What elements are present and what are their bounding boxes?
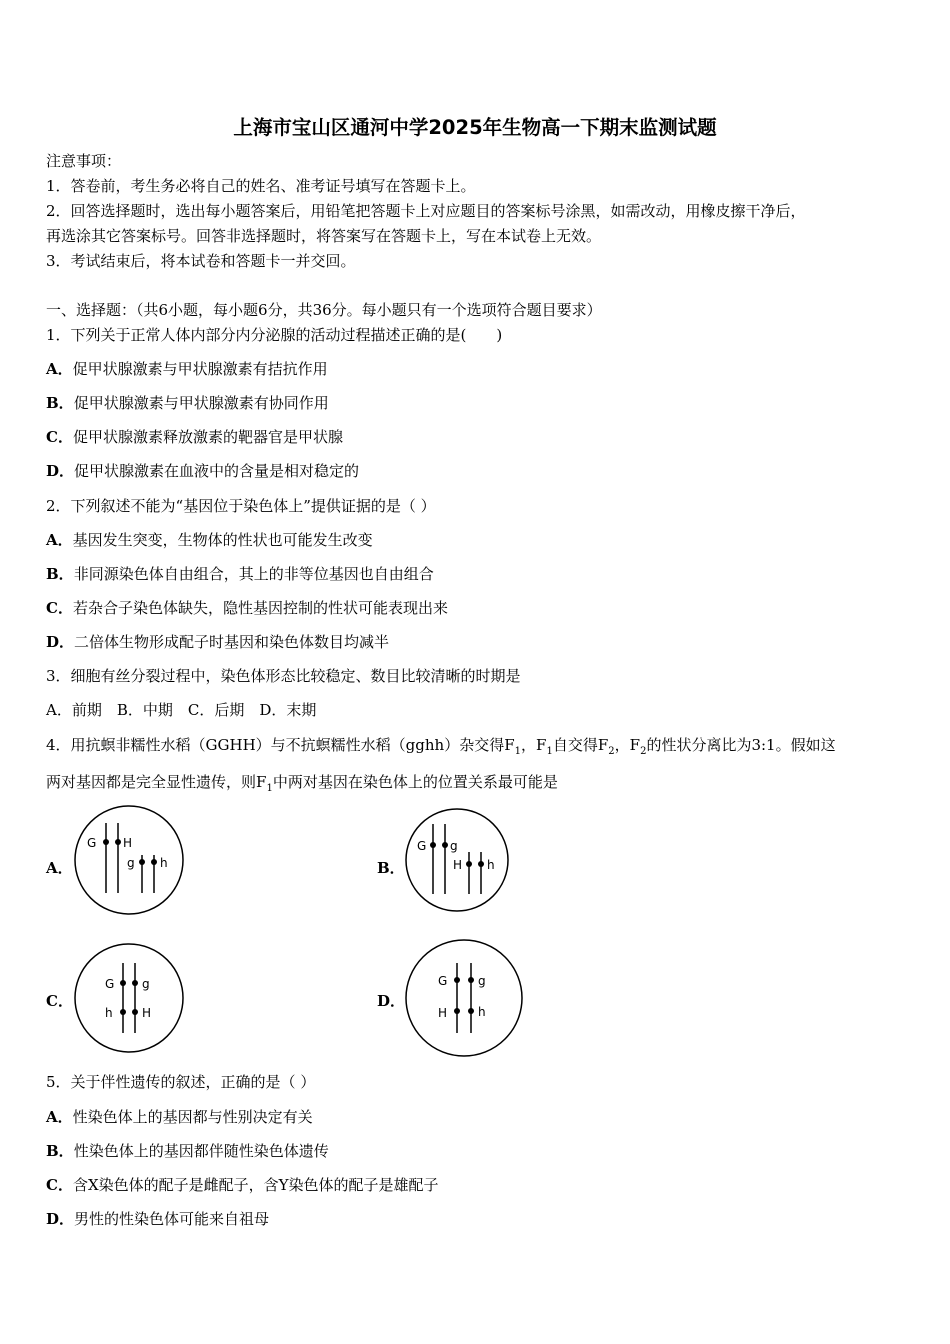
q1-option-d: D．促甲状腺激素在血液中的含量是相对稳定的 [46, 462, 360, 480]
gene-label: G [438, 974, 448, 988]
q4-option-a-label: A． [46, 859, 73, 877]
option-letter: B． [46, 565, 74, 583]
page-title: 上海市宝山区通河中学2025年生物高一下期末监测试题 [233, 116, 717, 139]
option-letter: A． [46, 1108, 73, 1126]
option-letter: A． [46, 531, 73, 549]
gene-label: G [417, 839, 427, 853]
gene-label: G [87, 836, 97, 850]
gene-label: H [123, 836, 133, 850]
notice-heading: 注意事项： [46, 152, 122, 170]
option-letter: D． [46, 462, 75, 480]
q3-options: A．前期 B．中期 C．后期 D．末期 [46, 701, 317, 719]
q2-option-c: C．若杂合子染色体缺失，隐性基因控制的性状可能表现出来 [46, 599, 448, 617]
q5-option-d: D．男性的性染色体可能来自祖母 [46, 1210, 270, 1228]
option-letter: B． [46, 394, 74, 412]
section-heading: 一、选择题：（共6小题，每小题6分，共36分。每小题只有一个选项符合题目要求） [46, 301, 602, 319]
gene-label: H [142, 1006, 152, 1020]
notice-item: 2．回答选择题时，选出每小题答案后，用铅笔把答题卡上对应题目的答案标号涂黑，如需改动，用橡皮擦干净后， [46, 202, 806, 220]
q4-option-c-label: C． [46, 992, 73, 1010]
gene-label: g [450, 839, 458, 853]
q5-option-b: B．性染色体上的基因都伴随性染色体遗传 [46, 1142, 329, 1160]
q2-option-d: D．二倍体生物形成配子时基因和染色体数目均减半 [46, 633, 390, 651]
notice-item: 3．考试结束后，将本试卷和答题卡一并交回。 [46, 252, 356, 270]
gene-label: G [105, 977, 115, 991]
gene-label: g [142, 977, 150, 991]
q5-option-a: A．性染色体上的基因都与性别决定有关 [46, 1108, 313, 1126]
gene-label: h [160, 856, 168, 870]
gene-label: g [478, 974, 486, 988]
q1-stem: 1．下列关于正常人体内部分内分泌腺的活动过程描述正确的是( ) [46, 326, 503, 344]
q2-option-a: A．基因发生突变，生物体的性状也可能发生改变 [46, 531, 373, 549]
q1-option-a: A．促甲状腺激素与甲状腺激素有拮抗作用 [46, 360, 328, 378]
notice-item: 再选涂其它答案标号。回答非选择题时，将答案写在答题卡上，写在本试卷上无效。 [46, 227, 602, 245]
option-letter: C． [46, 599, 73, 617]
q4-option-b-label: B． [377, 859, 405, 877]
gene-label: h [105, 1006, 113, 1020]
q2-option-b: B．非同源染色体自由组合，其上的非等位基因也自由组合 [46, 565, 434, 583]
q3-stem: 3．细胞有丝分裂过程中，染色体形态比较稳定、数目比较清晰的时期是 [46, 667, 521, 685]
q4-option-d-label: D． [377, 992, 406, 1010]
gene-label: h [487, 858, 495, 872]
gene-label: g [127, 856, 135, 870]
option-letter: B． [46, 1142, 74, 1160]
gene-label: H [453, 858, 463, 872]
q4-diagram-a [72, 803, 186, 917]
q4-diagram-c [72, 941, 186, 1055]
q5-stem: 5．关于伴性遗传的叙述，正确的是（ ） [46, 1073, 316, 1091]
q2-stem: 2．下列叙述不能为“基因位于染色体上”提供证据的是（ ） [46, 497, 436, 515]
q4-stem-line2: 两对基因都是完全显性遗传，则$F_1$中两对基因在染色体上的位置关系最可能是 [46, 773, 558, 794]
gene-label: h [478, 1005, 486, 1019]
q4-diagram-d [403, 937, 525, 1059]
option-letter: C． [46, 1176, 73, 1194]
q1-option-b: B．促甲状腺激素与甲状腺激素有协同作用 [46, 394, 329, 412]
gene-label: H [438, 1006, 448, 1020]
option-letter: D． [46, 633, 75, 651]
q1-option-c: C．促甲状腺激素释放激素的靶器官是甲状腺 [46, 428, 343, 446]
notice-item: 1．答卷前，考生务必将自己的姓名、准考证号填写在答题卡上。 [46, 177, 476, 195]
option-letter: D． [46, 1210, 75, 1228]
option-letter: C． [46, 428, 73, 446]
q4-diagram-b [403, 806, 511, 914]
q5-option-c: C．含X染色体的配子是雌配子，含Y染色体的配子是雄配子 [46, 1176, 439, 1194]
q4-stem-line1: 4．用抗螟非糯性水稻（GGHH）与不抗螟糯性水稻（gghh）杂交得$F_1$，$F_1$自交得$F_2$，$F_2$的性状分离比为3:1。假如这 [46, 736, 836, 757]
option-letter: A． [46, 360, 73, 378]
